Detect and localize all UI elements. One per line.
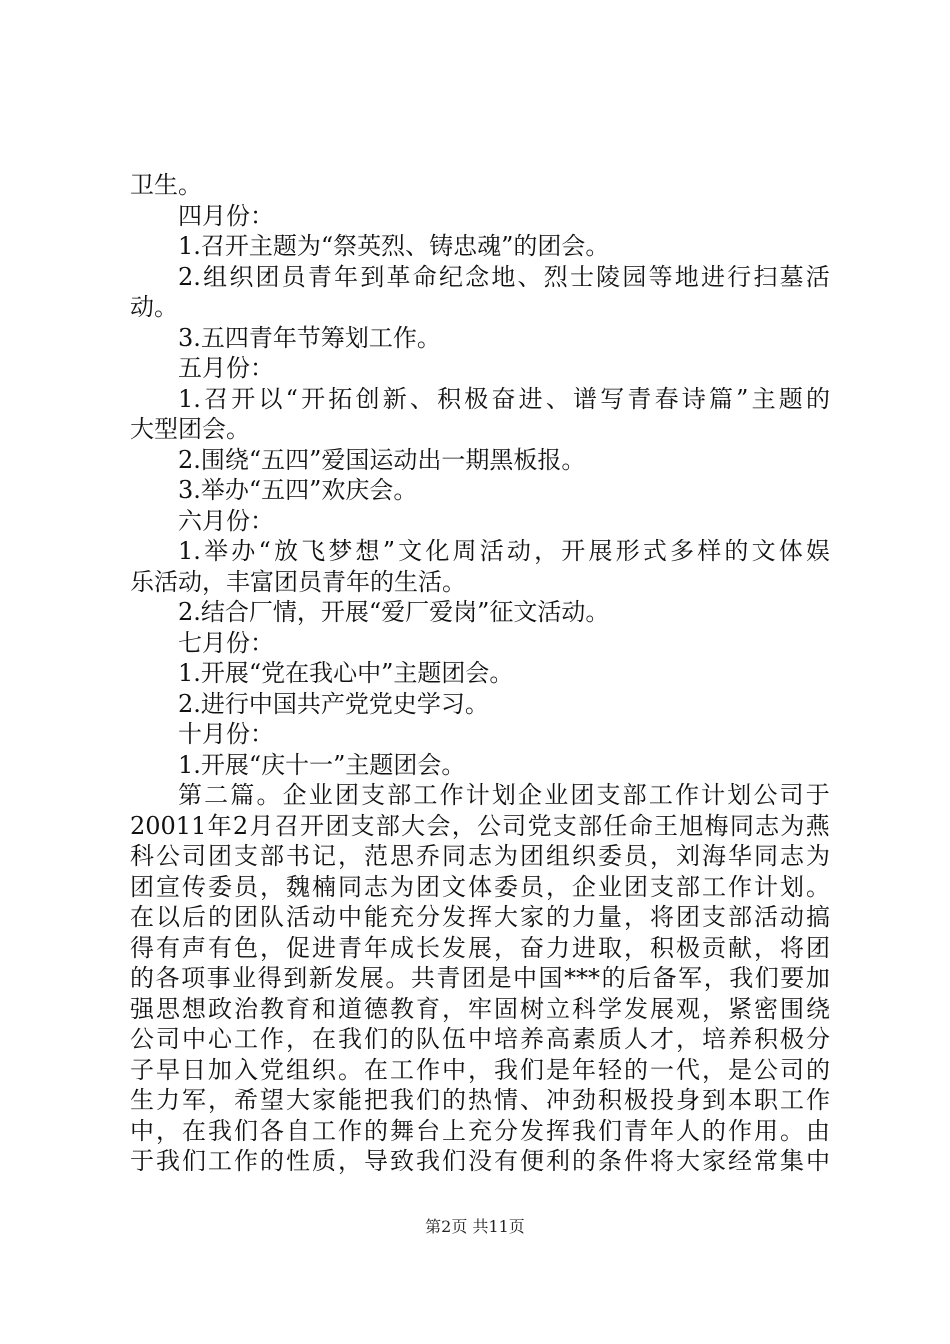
document-body	[130, 170, 830, 1177]
text-line: 大型团会。	[130, 415, 250, 443]
text-line: 中 ， 在 我 们 各 自 工 作 的 舞 台 上 充 分 发 挥 我 们 青 年 人 的 作 用 。 由	[130, 1116, 830, 1145]
text-line: 生 力 军 ， 希 望 大 家 能 把 我 们 的 热 情 、 冲 劲 积 极 投 身 到 本 职 工 作	[130, 1086, 830, 1114]
text-line: 团 宣 传 委 员 ， 魏 楠 同 志 为 团 文 体 委 员 ， 企 业 团 支 部 工 作 计 划 。	[130, 872, 830, 901]
text-line: 的 各 项 事 业 得 到 新 发 展 。 共 青 团 是 中 国 *** 的 后 备 军 ， 我 们 要 加	[130, 964, 830, 992]
text-line: 2.进行中国共产党党史学习。	[178, 689, 489, 718]
text-line: 七月份：	[178, 628, 274, 657]
text-line: 卫生。	[130, 171, 202, 199]
text-line: 1. 召 开 以 “ 开 拓 创 新 、 积 极 奋 进 、 谱 写 青 春 诗 篇 ” 主 题 的	[178, 384, 830, 413]
text-line: 乐活动，丰富团员青年的生活。	[130, 567, 466, 596]
text-line: 科 公 司 团 支 部 书 记 ， 范 思 乔 同 志 为 团 组 织 委 员 ， 刘 海 华 同 志 为	[130, 842, 830, 870]
page-footer: 第2页 共11页	[425, 1217, 525, 1236]
text-line: 2.围绕“五四”爱国运动出一期黑板报。	[178, 445, 586, 474]
text-line: 1.召开主题为“祭英烈、铸忠魂”的团会。	[178, 232, 610, 260]
text-line: 20011 年 2 月 召 开 团 支 部 大 会 ， 公 司 党 支 部 任 命 王 旭 梅 同 志 为 燕	[130, 811, 830, 840]
text-line: 得 有 声 有 色 ， 促 进 青 年 成 长 发 展 ， 奋 力 进 取 ， 积 极 贡 献 ， 将 团	[130, 933, 830, 962]
text-line: 3.五四青年节筹划工作。	[178, 323, 441, 352]
text-line: 公 司 中 心 工 作 ， 在 我 们 的 队 伍 中 培 养 高 素 质 人 才 ， 培 养 积 极 分	[130, 1025, 830, 1053]
text-line: 六月份：	[178, 506, 274, 535]
text-line: 2. 组 织 团 员 青 年 到 革 命 纪 念 地 、 烈 士 陵 园 等 地 进 行 扫 墓 活	[178, 262, 830, 291]
text-line: 第 二 篇 。 企 业 团 支 部 工 作 计 划 企 业 团 支 部 工 作 计 划 公 司 于	[178, 781, 830, 809]
text-line: 于 我 们 工 作 的 性 质 ， 导 致 我 们 没 有 便 利 的 条 件 将 大 家 经 常 集 中	[130, 1147, 830, 1175]
text-line: 子 早 日 加 入 党 组 织 。 在 工 作 中 ， 我 们 是 年 轻 的 一 代 ， 是 公 司 的	[130, 1055, 830, 1084]
text-line: 1.开展“党在我心中”主题团会。	[178, 659, 514, 687]
text-line: 动。	[130, 293, 178, 321]
text-line: 十月份：	[178, 720, 274, 748]
text-line: 1.开展“庆十一”主题团会。	[178, 750, 466, 779]
text-line: 五月份：	[178, 354, 274, 382]
text-line: 强 思 想 政 治 教 育 和 道 德 教 育 ， 牢 固 树 立 科 学 发 展 观 ， 紧 密 围 绕	[130, 994, 830, 1023]
text-line: 2.结合厂情，开展“爱厂爱岗”征文活动。	[178, 598, 610, 626]
text-line: 1. 举 办 “ 放 飞 梦 想 ” 文 化 周 活 动 ， 开 展 形 式 多 样 的 文 体 娱	[178, 537, 830, 565]
text-line: 四月份：	[178, 201, 274, 230]
text-line: 在 以 后 的 团 队 活 动 中 能 充 分 发 挥 大 家 的 力 量 ， 将 团 支 部 活 动 搞	[130, 903, 830, 931]
text-line: 3.举办“五四”欢庆会。	[178, 476, 418, 504]
